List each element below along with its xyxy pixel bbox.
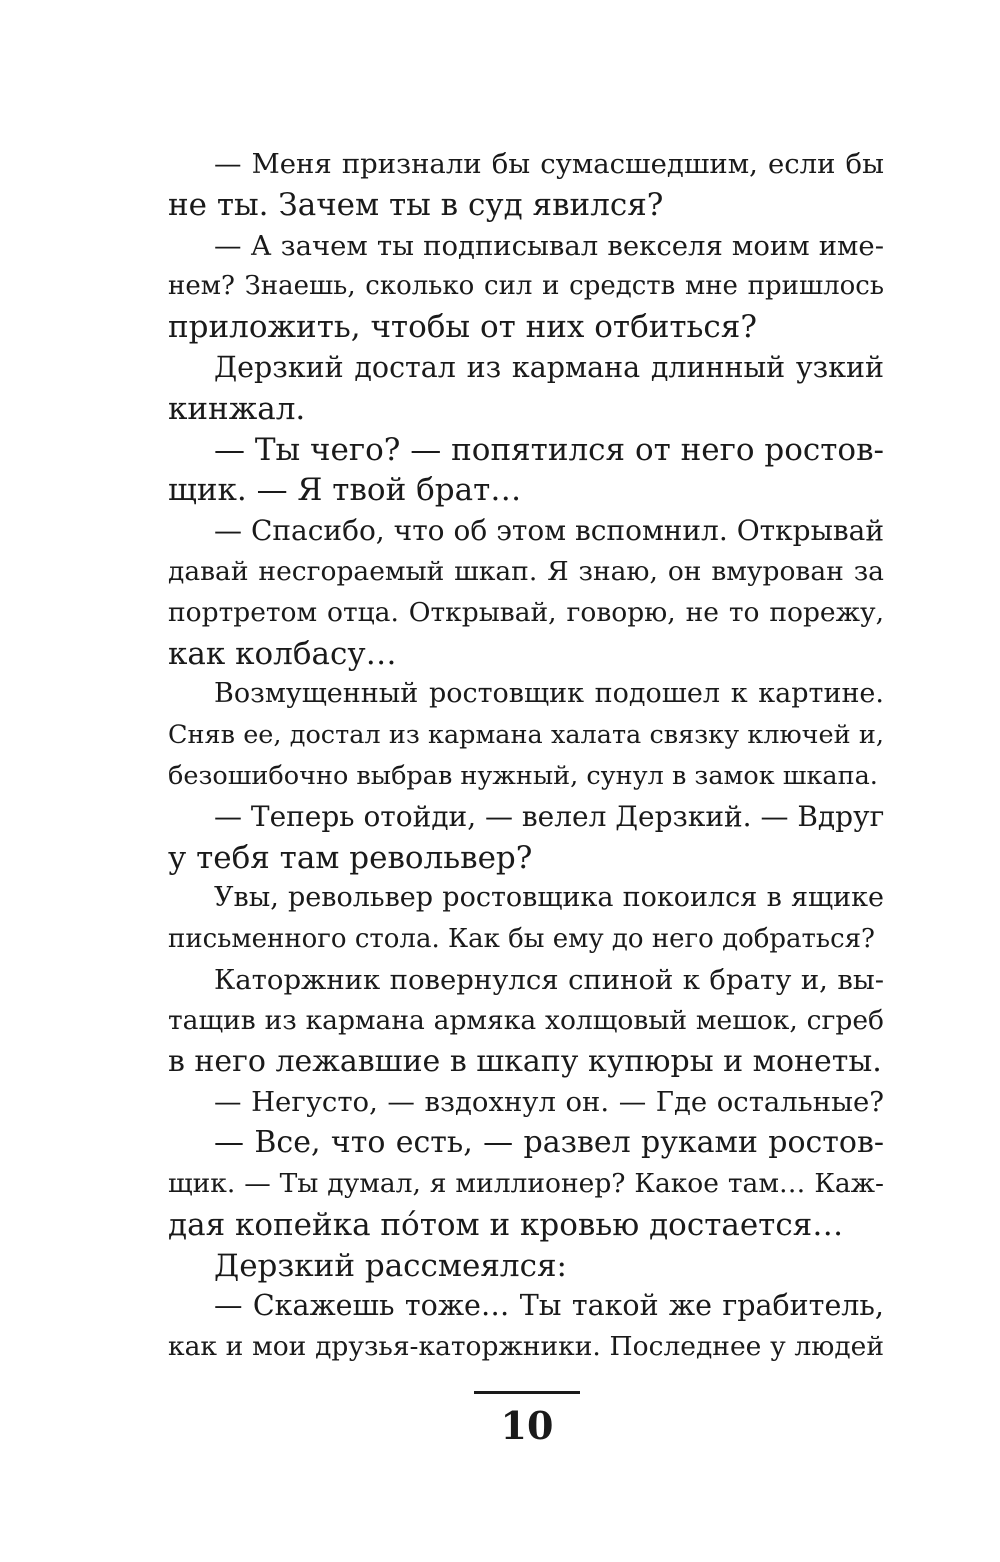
text-line: приложить, чтобы от них отбиться? <box>168 309 757 346</box>
text-line: щик. — Ты думал, я миллионер? Какое там… Каж- <box>168 1167 884 1199</box>
page-number-rule <box>474 1391 580 1394</box>
page-text <box>168 144 884 1368</box>
text-line: давай несгораемый шкап. Я знаю, он вмурован за <box>168 555 884 587</box>
text-line: у тебя там револьвер? <box>168 839 533 876</box>
text-line: дая копейка по́том и кровью достается… <box>168 1206 844 1243</box>
text-line: Возмущенный ростовщик подошел к картине. <box>214 678 884 710</box>
text-line: щик. — Я твой брат… <box>168 472 522 509</box>
text-line: не ты. Зачем ты в суд явился? <box>168 186 664 223</box>
text-line: — Все, что есть, — развел руками ростов- <box>214 1125 884 1161</box>
text-line: Каторжник повернулся спиной к брату и, вы- <box>214 963 884 996</box>
text-line: — Скажешь тоже… Ты такой же грабитель, <box>214 1289 884 1323</box>
text-line: — Ты чего? — попятился от него ростов- <box>214 431 884 468</box>
text-line: кинжал. <box>168 390 306 427</box>
text-line: Дерзкий рассмеялся: <box>214 1247 567 1284</box>
text-line: — Спасибо, что об этом вспомнил. Открывай <box>214 514 884 548</box>
text-line: портретом отца. Открывай, говорю, не то порежу, <box>168 596 884 628</box>
page-number: 10 <box>500 1403 554 1448</box>
text-line: в него лежавшие в шкапу купюры и монеты. <box>168 1043 882 1079</box>
text-line: Дерзкий достал из кармана длинный узкий <box>214 350 884 384</box>
text-line: как колбасу… <box>168 635 397 672</box>
text-line: письменного стола. Как бы ему до него добраться? <box>168 924 875 955</box>
text-line: тащив из кармана армяка холщовый мешок, сгреб <box>168 1004 884 1036</box>
text-line: — Теперь отойди, — велел Дерзкий. — Вдруг <box>214 799 885 833</box>
text-line: — Негусто, — вздохнул он. — Где остальные? <box>214 1086 884 1119</box>
text-line: безошибочно выбрав нужный, сунул в замок шкапа. <box>168 760 878 791</box>
text-line: Увы, револьвер ростовщика покоился в ящике <box>214 882 884 914</box>
text-line: Сняв ее, достал из кармана халата связку ключей и, <box>168 720 884 751</box>
text-line: — Меня признали бы сумасшедшим, если бы <box>214 148 884 180</box>
text-line: нем? Знаешь, сколько сил и средств мне пришлось <box>168 271 884 302</box>
text-line: — А зачем ты подписывал векселя моим име- <box>214 229 884 262</box>
text-line: как и мои друзья-каторжники. Последнее у людей <box>168 1331 884 1363</box>
